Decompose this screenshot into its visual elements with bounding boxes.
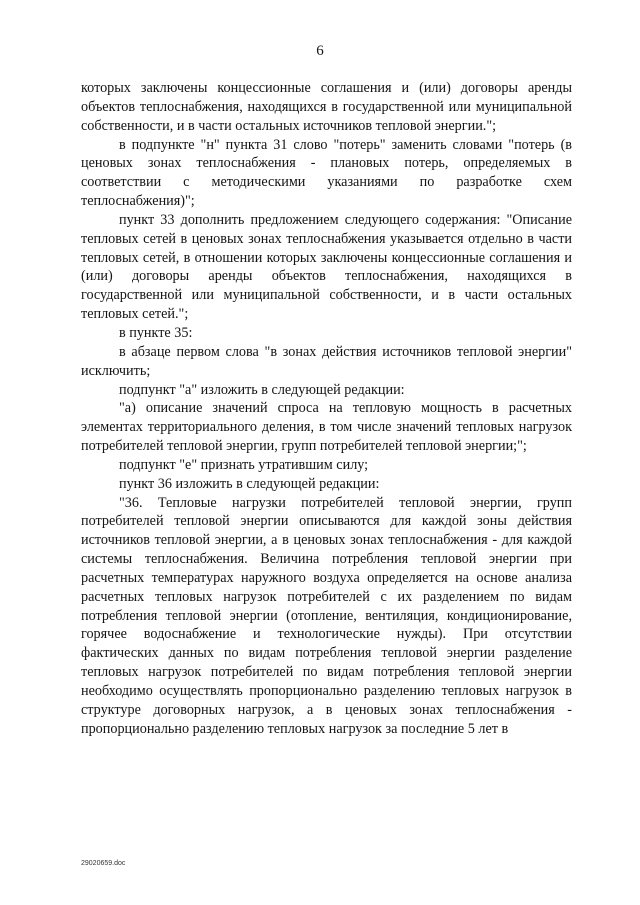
page-number: 6 xyxy=(316,43,324,59)
paragraph-point-35: в пункте 35: xyxy=(119,324,193,341)
paragraph-amend-33: пункт 33 дополнить предложением следующего содержания: "Описание тепловых сетей в ценовых зонах теплоснабжения указывается отдельно в части тепловых сетей, в отношении которых заключены концессионные соглашения и (или) договоры аренды объектов теплоснабжения, находящихся в государственной или муниципальной собственности, и в части остальных тепловых сетей."; xyxy=(81,211,572,323)
paragraph-36-intro: пункт 36 изложить в следующей редакции: xyxy=(119,475,380,492)
paragraph-continuation: которых заключены концессионные соглашения и (или) договоры аренды объектов теплоснабжения, находящихся в государственной или муниципальной собственности, и в части остальных источников тепловой энергии."; xyxy=(81,80,572,134)
paragraph-amend-31n: в подпункте "н" пункта 31 слово "потерь" заменить словами "потерь (в ценовых зонах теплоснабжения - плановых потерь, определяемых в соответствии с методическими указаниями по разработке схем теплоснабжения)"; xyxy=(81,136,572,210)
paragraph-35a-intro: подпункт "а" изложить в следующей редакции: xyxy=(119,381,405,398)
footer-filename: 29020659.doc xyxy=(81,860,126,867)
paragraph-36-text: "36. Тепловые нагрузки потребителей тепловой энергии, групп потребителей тепловой энергии описываются для каждой зоны действия источников тепловой энергии, а в ценовых зонах теплоснабжения - для каждой системы теплоснабжения. Величина потребления тепловой энергии при расчетных температурах наружного воздуха определяется на основе анализа расчетных тепловых нагрузок потребителей с их разделением по видам потребления тепловой энергии (отопление, вентиляция, кондиционирование, горячее водоснабжение и технологические нужды). При отсутствии фактических данных по видам потребления тепловой энергии разделение тепловых нагрузок потребителей по видам потребления тепловой энергии необходимо осуществлять пропорционально разделению тепловых нагрузок в структуре договорных нагрузок, а в ценовых зонах теплоснабжения - пропорционально разделению тепловых нагрузок за последние 5 лет в xyxy=(81,494,572,737)
paragraph-35a-text: "а) описание значений спроса на тепловую мощность в расчетных элементах территориального деления, в том числе значений тепловых нагрузок потребителей тепловой энергии, групп потребителей тепловой энергии;"; xyxy=(81,400,572,455)
document-body xyxy=(81,79,572,739)
paragraph-35e: подпункт "е" признать утратившим силу; xyxy=(119,456,369,473)
paragraph-35-first-abzac: в абзаце первом слова "в зонах действия источников тепловой энергии" исключить; xyxy=(81,343,572,379)
